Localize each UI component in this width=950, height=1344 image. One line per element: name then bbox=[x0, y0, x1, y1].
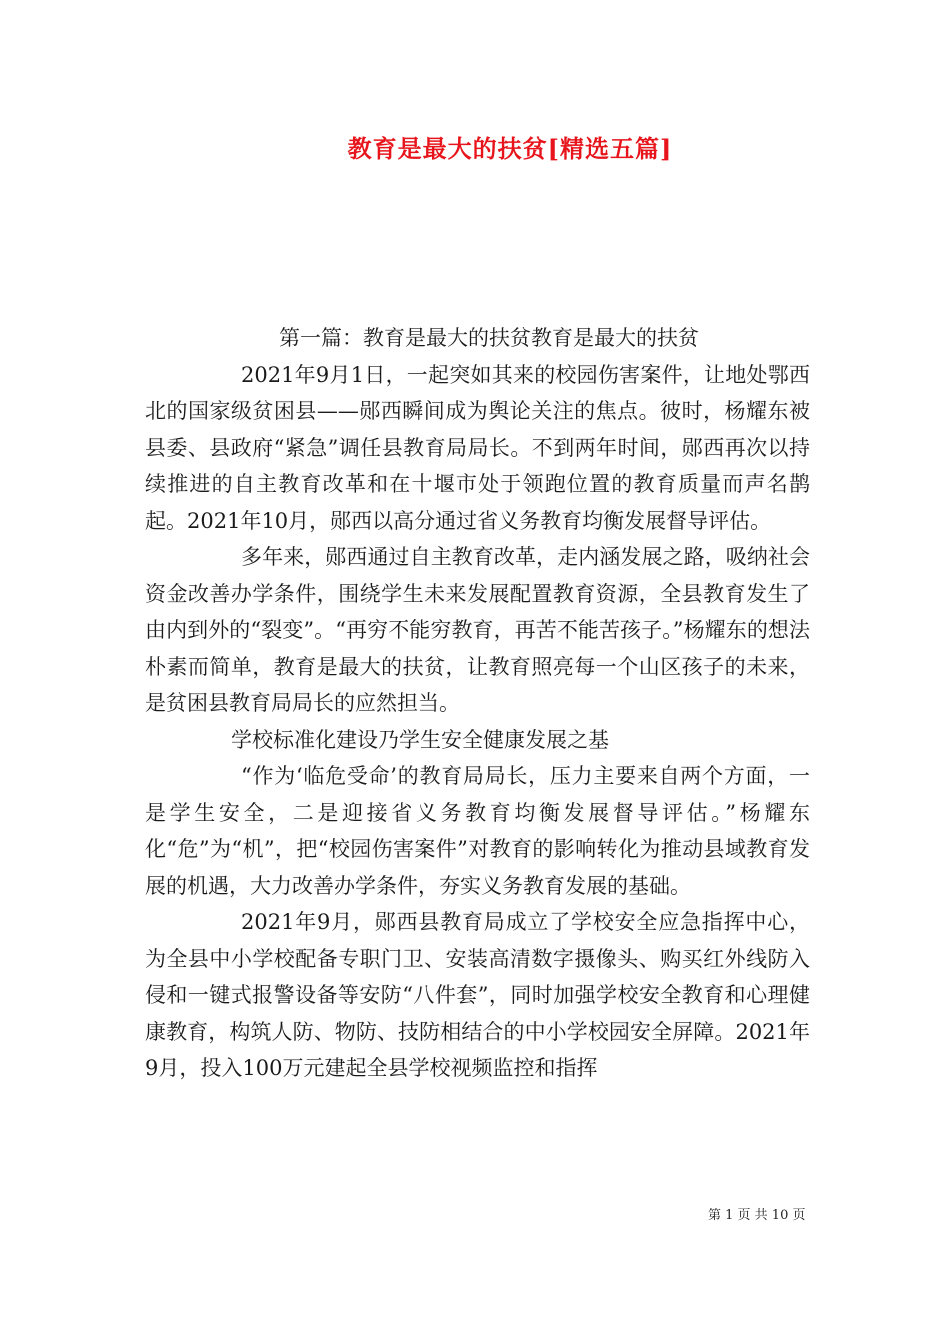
paragraph: 多年来，郧西通过自主教育改革，走内涵发展之路，吸纳社会资金改善办学条件，围绕学生未来发展配置教育资源，全县教育发生了由内到外的“裂变”。“再穷不能穷教育，再苦不能苦孩子。”杨耀东的想法朴素而简单，教育是最大的扶贫，让教育照亮每一个山区孩子的未来，是贫困县教育局局长的应然担当。 bbox=[145, 545, 810, 715]
page-number: 第 1 页 共 10 页 bbox=[708, 1208, 806, 1223]
paragraph: 2021年9月1日，一起突如其来的校园伤害案件，让地处鄂西北的国家级贫困县——郧西瞬间成为舆论关注的焦点。彼时，杨耀东被县委、县政府“紧急”调任县教育局局长。不到两年时间，郧西再次以持续推进的自主教育改革和在十堰市处于领跑位置的教育质量而声名鹊起。2021年10月，郧西以高分通过省义务教育均衡发展督导评估。 bbox=[145, 362, 810, 533]
document-title: 教育是最大的扶贫[精选五篇] bbox=[347, 134, 673, 163]
paragraph: 2021年9月，郧西县教育局成立了学校安全应急指挥中心，为全县中小学校配备专职门卫、安装高清数字摄像头、购买红外线防入侵和一键式报警设备等安防“八件套”，同时加强学校安全教育和心理健康教育，构筑人防、物防、技防相结合的中小学校园安全屏障。2021年9月，投入100万元建起全县学校视频监控和指挥 bbox=[145, 910, 810, 1080]
document-body bbox=[145, 320, 810, 1087]
section-heading: 第一篇：教育是最大的扶贫教育是最大的扶贫 bbox=[279, 326, 699, 350]
subheading: 学校标准化建设乃学生安全健康发展之基 bbox=[231, 727, 609, 752]
paragraph: “作为‘临危受命’的教育局局长，压力主要来自两个方面，一是学生安全，二是迎接省义务教育均衡发展督导评估。”杨耀东化“危”为“机”，把“校园伤害案件”对教育的影响转化为推动县域教育发展的机遇，大力改善办学条件，夯实义务教育发展的基础。 bbox=[145, 764, 810, 898]
